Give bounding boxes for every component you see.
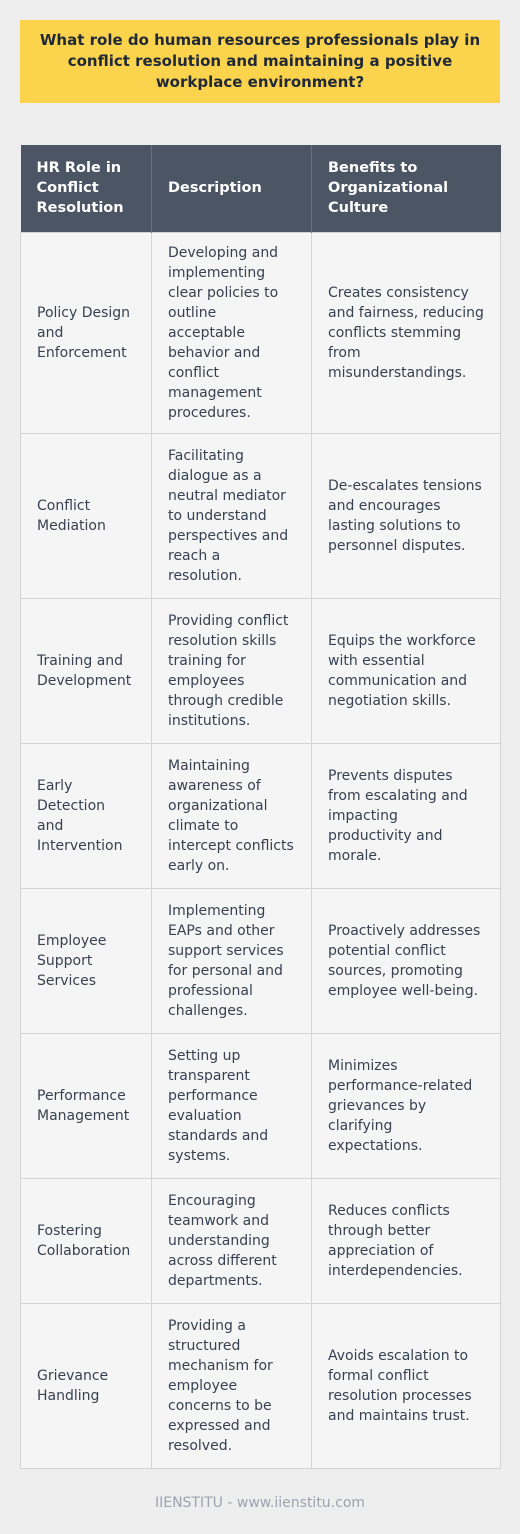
description-cell: Providing conflict resolution skills training for employees through credible institutions. bbox=[152, 598, 312, 743]
benefits-cell: Equips the workforce with essential communication and negotiation skills. bbox=[312, 598, 501, 743]
header-hr-role: HR Role in Conflict Resolution bbox=[21, 145, 152, 232]
description-cell: Implementing EAPs and other support services for personal and professional challenges. bbox=[152, 888, 312, 1033]
role-cell: Policy Design and Enforcement bbox=[21, 232, 152, 433]
description-cell: Facilitating dialogue as a neutral mediator to understand perspectives and reach a resolution. bbox=[152, 433, 312, 598]
role-cell: Grievance Handling bbox=[21, 1303, 152, 1468]
table-row bbox=[21, 1303, 501, 1468]
description-cell: Encouraging teamwork and understanding across different departments. bbox=[152, 1178, 312, 1303]
table-row bbox=[21, 743, 501, 888]
description-cell: Providing a structured mechanism for employee concerns to be expressed and resolved. bbox=[152, 1303, 312, 1468]
role-cell: Conflict Mediation bbox=[21, 433, 152, 598]
benefits-cell: Reduces conflicts through better appreciation of interdependencies. bbox=[312, 1178, 501, 1303]
table-row bbox=[21, 888, 501, 1033]
benefits-cell: Proactively addresses potential conflict sources, promoting employee well-being. bbox=[312, 888, 501, 1033]
header-benefits: Benefits to Organizational Culture bbox=[312, 145, 501, 232]
hr-roles-table bbox=[20, 145, 501, 1469]
benefits-cell: Avoids escalation to formal conflict resolution processes and maintains trust. bbox=[312, 1303, 501, 1468]
role-cell: Fostering Collaboration bbox=[21, 1178, 152, 1303]
role-cell: Employee Support Services bbox=[21, 888, 152, 1033]
table-row bbox=[21, 598, 501, 743]
benefits-cell: Creates consistency and fairness, reducing conflicts stemming from misunderstandings. bbox=[312, 232, 501, 433]
table-header-row bbox=[21, 145, 501, 232]
description-cell: Developing and implementing clear policies to outline acceptable behavior and conflict management procedures. bbox=[152, 232, 312, 433]
role-cell: Performance Management bbox=[21, 1033, 152, 1178]
table-row bbox=[21, 232, 501, 433]
header-description: Description bbox=[152, 145, 312, 232]
benefits-cell: Prevents disputes from escalating and impacting productivity and morale. bbox=[312, 743, 501, 888]
role-cell: Early Detection and Intervention bbox=[21, 743, 152, 888]
page-title: What role do human resources professionals play in conflict resolution and maintaining a positive workplace environment? bbox=[20, 20, 500, 103]
role-cell: Training and Development bbox=[21, 598, 152, 743]
benefits-cell: De-escalates tensions and encourages lasting solutions to personnel disputes. bbox=[312, 433, 501, 598]
description-cell: Setting up transparent performance evaluation standards and systems. bbox=[152, 1033, 312, 1178]
description-cell: Maintaining awareness of organizational climate to intercept conflicts early on. bbox=[152, 743, 312, 888]
benefits-cell: Minimizes performance-related grievances by clarifying expectations. bbox=[312, 1033, 501, 1178]
table-row bbox=[21, 433, 501, 598]
hr-roles-table-container bbox=[20, 145, 500, 1469]
footer-credit: IIENSTITU - www.iienstitu.com bbox=[154, 1495, 366, 1511]
table-row bbox=[21, 1033, 501, 1178]
table-row bbox=[21, 1178, 501, 1303]
